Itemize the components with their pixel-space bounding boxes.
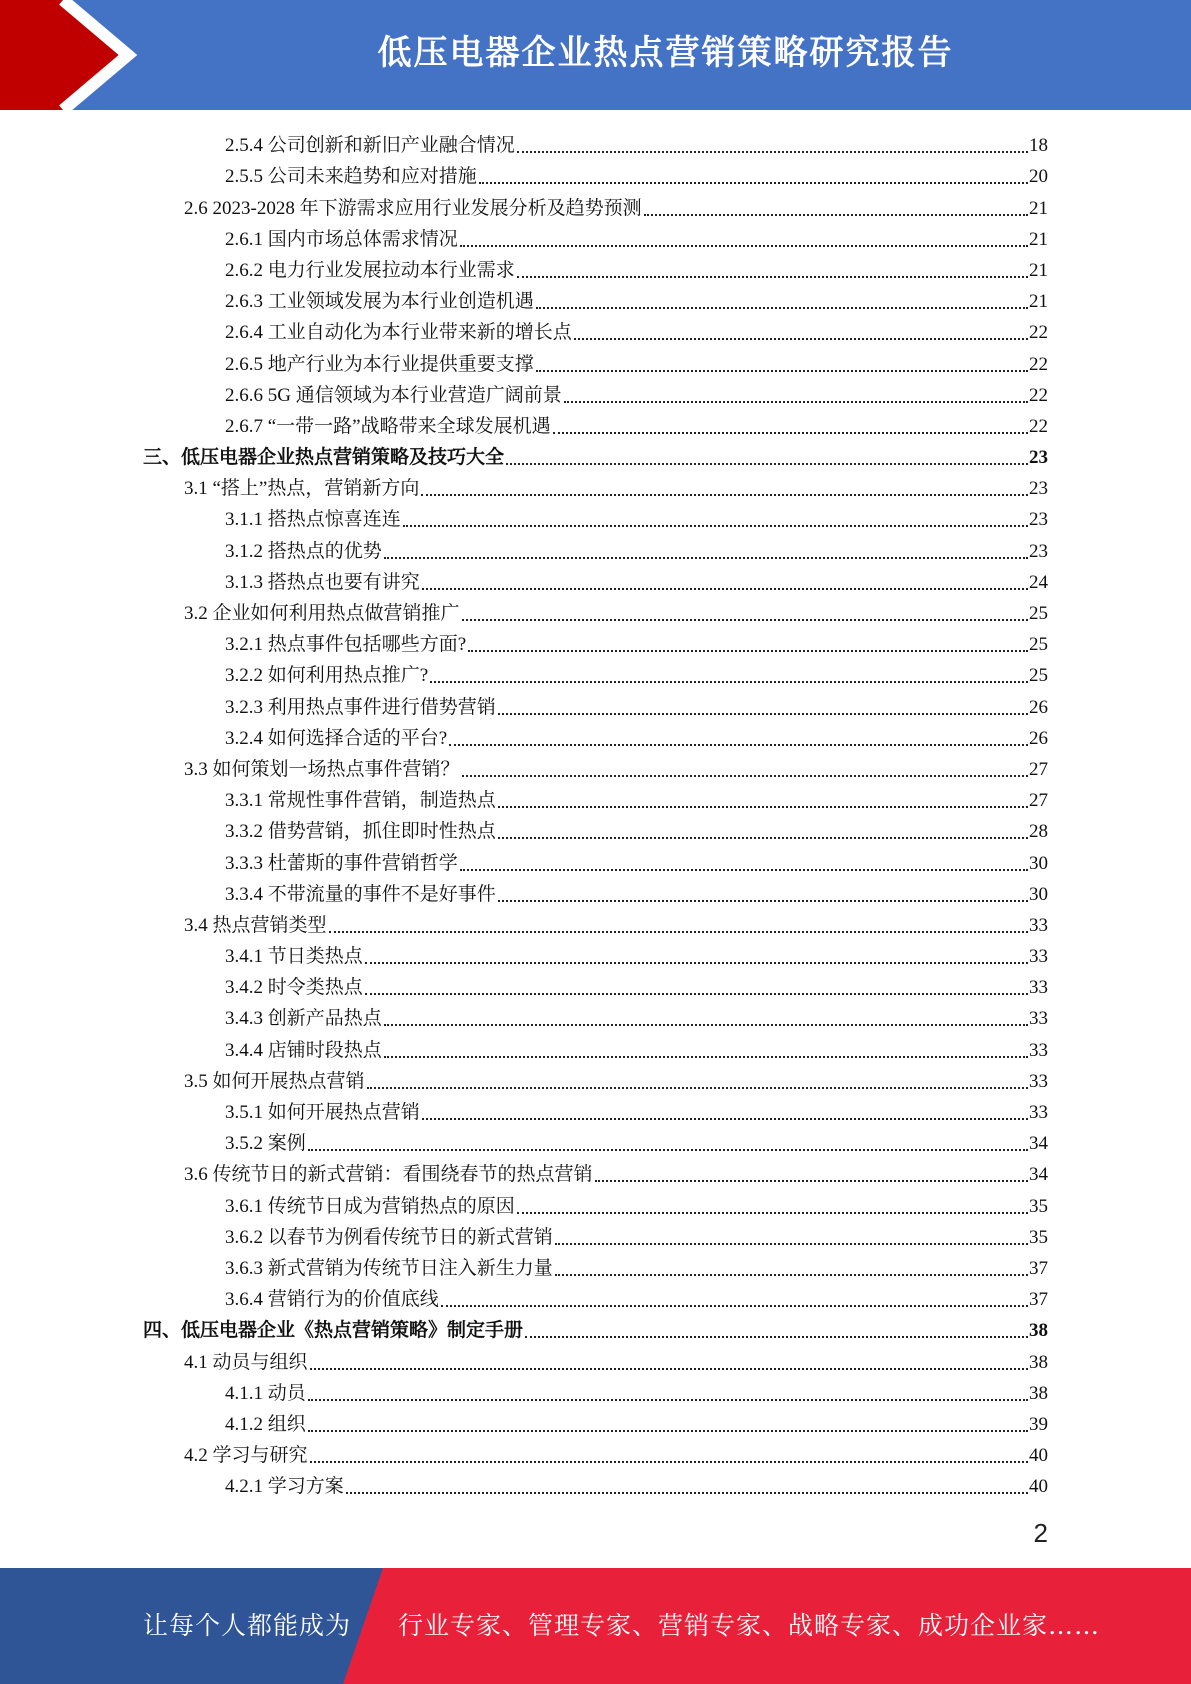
toc-dot-leader xyxy=(441,1305,1028,1307)
toc-entry[interactable] xyxy=(0,1094,1191,1125)
toc-entry[interactable] xyxy=(0,283,1191,314)
toc-entry-title: 3.2.1 热点事件包括哪些方面? xyxy=(225,634,467,656)
toc-dot-leader xyxy=(536,307,1028,309)
toc-entry-title: 2.6.6 5G 通信领域为本行业营造广阔前景 xyxy=(225,384,562,406)
toc-entry-title: 2.6.4 工业自动化为本行业带来新的增长点 xyxy=(225,322,572,344)
toc-entry-title: 3.6.4 营销行为的价值底线 xyxy=(225,1289,439,1311)
toc-entry-title: 3.6.2 以春节为例看传统节日的新式营销 xyxy=(225,1226,553,1248)
toc-dot-leader xyxy=(506,463,1028,465)
toc-entry-page: 23 xyxy=(1029,478,1048,500)
toc-entry[interactable] xyxy=(0,876,1191,907)
toc-entry-title: 2.5.5 公司未来趋势和应对措施 xyxy=(225,166,477,188)
toc-entry[interactable] xyxy=(0,1125,1191,1156)
toc-entry[interactable] xyxy=(0,938,1191,969)
toc-dot-leader xyxy=(498,900,1028,902)
toc-entry[interactable] xyxy=(0,907,1191,938)
toc-entry-page: 38 xyxy=(1029,1351,1048,1373)
toc-entry-title: 4.2.1 学习方案 xyxy=(225,1476,344,1498)
toc-entry[interactable] xyxy=(0,470,1191,501)
toc-dot-leader xyxy=(384,557,1028,559)
toc-entry-title: 2.6.1 国内市场总体需求情况 xyxy=(225,228,458,250)
report-title: 低压电器企业热点营销策略研究报告 xyxy=(377,33,954,73)
toc-entry-page: 33 xyxy=(1029,1070,1048,1092)
toc-entry[interactable] xyxy=(0,1031,1191,1062)
page-footer xyxy=(0,1568,1191,1684)
toc-dot-leader xyxy=(595,1180,1028,1182)
toc-entry-page: 40 xyxy=(1029,1476,1048,1498)
toc-entry-page: 33 xyxy=(1029,1039,1048,1061)
toc-entry-title: 4.1.2 组织 xyxy=(225,1413,306,1435)
toc-entry[interactable] xyxy=(0,1063,1191,1094)
toc-entry-page: 22 xyxy=(1029,384,1048,406)
toc-entry-page: 22 xyxy=(1029,322,1048,344)
toc-dot-leader xyxy=(365,993,1028,995)
toc-entry-page: 18 xyxy=(1029,135,1048,157)
toc-dot-leader xyxy=(403,525,1028,527)
toc-entry-title: 3.3.2 借势营销，抓住即时性热点 xyxy=(225,821,496,843)
toc-entry-title: 2.6 2023-2028 年下游需求应用行业发展分析及趋势预测 xyxy=(184,197,642,219)
toc-entry[interactable] xyxy=(0,189,1191,220)
toc-dot-leader xyxy=(525,1336,1028,1338)
toc-entry[interactable] xyxy=(0,1343,1191,1374)
toc-entry-title: 4.1.1 动员 xyxy=(225,1382,306,1404)
toc-entry-title: 2.5.4 公司创新和新旧产业融合情况 xyxy=(225,135,515,157)
toc-entry-page: 38 xyxy=(1029,1382,1048,1404)
toc-dot-leader xyxy=(468,650,1028,652)
toc-dot-leader xyxy=(462,619,1028,621)
toc-entry-page: 33 xyxy=(1029,946,1048,968)
toc-entry-page: 40 xyxy=(1029,1445,1048,1467)
toc-entry[interactable] xyxy=(0,532,1191,563)
toc-entry[interactable] xyxy=(0,1375,1191,1406)
toc-entry-page: 21 xyxy=(1029,197,1048,219)
toc-entry[interactable] xyxy=(0,1281,1191,1312)
toc-dot-leader xyxy=(517,151,1028,153)
toc-entry-page: 25 xyxy=(1029,603,1048,624)
toc-entry-title: 4.2 学习与研究 xyxy=(184,1445,308,1467)
toc-entry-title: 3.6 传统节日的新式营销：看围绕春节的热点营销 xyxy=(184,1164,593,1186)
toc-entry-title: 2.6.2 电力行业发展拉动本行业需求 xyxy=(225,259,515,281)
toc-dot-leader xyxy=(421,494,1028,496)
toc-dot-leader xyxy=(384,1056,1028,1058)
toc-entry-page: 27 xyxy=(1029,790,1048,812)
toc-entry-title: 3.2.2 如何利用热点推广? xyxy=(225,665,429,687)
toc-entry[interactable] xyxy=(0,1000,1191,1031)
toc-dot-leader xyxy=(564,401,1028,403)
toc-entry-title: 3.2.4 如何选择合适的平台? xyxy=(225,727,448,749)
page-header xyxy=(0,0,1191,110)
toc-dot-leader xyxy=(498,713,1028,715)
footer-slogan-left: 让每个人都能成为 xyxy=(143,1611,352,1640)
toc-entry-page: 33 xyxy=(1029,1008,1048,1030)
toc-entry-page: 23 xyxy=(1029,509,1048,531)
toc-dot-leader xyxy=(310,1368,1028,1370)
toc-entry[interactable] xyxy=(0,1187,1191,1218)
toc-dot-leader xyxy=(308,1149,1028,1151)
toc-entry[interactable] xyxy=(0,1468,1191,1499)
toc-entry-page: 33 xyxy=(1029,1102,1048,1123)
toc-entry-page: 39 xyxy=(1029,1413,1048,1435)
toc-entry-page: 37 xyxy=(1029,1289,1048,1311)
toc-dot-leader xyxy=(430,681,1028,683)
toc-entry-page: 22 xyxy=(1029,415,1048,437)
toc-entry-page: 28 xyxy=(1029,821,1048,843)
toc-entry-title: 三、低压电器企业热点营销策略及技巧大全 xyxy=(143,447,505,469)
toc-entry-title: 3.4.3 创新产品热点 xyxy=(225,1008,382,1030)
toc-dot-leader xyxy=(310,1461,1028,1463)
toc-entry[interactable] xyxy=(0,657,1191,688)
toc-entry-title: 3.3.4 不带流量的事件不是好事件 xyxy=(225,883,496,905)
toc-entry-page: 35 xyxy=(1029,1195,1048,1217)
toc-entry-page: 21 xyxy=(1029,259,1048,281)
header-chevron-decoration xyxy=(0,0,160,110)
toc-entry[interactable] xyxy=(0,252,1191,283)
toc-entry-page: 34 xyxy=(1029,1164,1048,1186)
toc-dot-leader xyxy=(346,1492,1028,1494)
red-chevron-shape xyxy=(0,0,128,110)
toc-dot-leader xyxy=(422,1118,1028,1120)
toc-entry[interactable] xyxy=(0,844,1191,875)
toc-entry-page: 26 xyxy=(1029,696,1048,718)
toc-dot-leader xyxy=(555,1274,1028,1276)
toc-entry[interactable] xyxy=(0,688,1191,719)
toc-entry-page: 21 xyxy=(1029,228,1048,250)
toc-entry-page: 37 xyxy=(1029,1257,1048,1279)
toc-entry[interactable] xyxy=(0,595,1191,626)
toc-entry[interactable] xyxy=(0,1437,1191,1468)
toc-entry-page: 30 xyxy=(1029,883,1048,905)
toc-entry[interactable] xyxy=(0,1156,1191,1187)
toc-dot-leader xyxy=(308,1430,1028,1432)
toc-entry[interactable] xyxy=(0,1406,1191,1437)
table-of-contents xyxy=(0,127,1191,1499)
toc-dot-leader xyxy=(384,1024,1028,1026)
toc-dot-leader xyxy=(460,245,1028,247)
toc-entry-title: 3.4 热点营销类型 xyxy=(184,914,327,936)
toc-dot-leader xyxy=(517,276,1028,278)
toc-entry-title: 3.4.2 时令类热点 xyxy=(225,977,363,999)
toc-entry[interactable] xyxy=(0,969,1191,1000)
toc-entry-title: 四、低压电器企业《热点营销策略》制定手册 xyxy=(143,1320,524,1342)
toc-entry-title: 3.6.3 新式营销为传统节日注入新生力量 xyxy=(225,1257,553,1279)
toc-entry-title: 3.6.1 传统节日成为营销热点的原因 xyxy=(225,1195,515,1217)
toc-entry-page: 30 xyxy=(1029,852,1048,874)
page-number: 2 xyxy=(1033,1518,1048,1548)
toc-entry-title: 3.1.1 搭热点惊喜连连 xyxy=(225,509,401,531)
toc-entry-page: 27 xyxy=(1029,758,1048,780)
toc-entry-title: 3.4.4 店铺时段热点 xyxy=(225,1039,382,1061)
toc-dot-leader xyxy=(517,1212,1028,1214)
toc-entry-page: 21 xyxy=(1029,291,1048,313)
toc-entry[interactable] xyxy=(0,439,1191,470)
toc-entry-title: 3.5 如何开展热点营销 xyxy=(184,1070,365,1092)
toc-entry-page: 38 xyxy=(1029,1320,1048,1342)
toc-dot-leader xyxy=(329,931,1028,933)
toc-entry-title: 3.1 “搭上”热点，营销新方向 xyxy=(184,478,420,500)
toc-entry-title: 3.3 如何策划一场热点事件营销？ xyxy=(184,758,460,780)
toc-entry-title: 3.5.1 如何开展热点营销 xyxy=(225,1102,420,1123)
toc-dot-leader xyxy=(553,432,1028,434)
toc-dot-leader xyxy=(308,1399,1028,1401)
toc-entry-title: 2.6.7 “一带一路”战略带来全球发展机遇 xyxy=(225,415,551,437)
toc-entry-title: 3.3.1 常规性事件营销，制造热点 xyxy=(225,790,496,812)
toc-entry[interactable] xyxy=(0,1312,1191,1343)
toc-dot-leader xyxy=(479,182,1028,184)
toc-entry-page: 23 xyxy=(1029,540,1048,562)
toc-entry-title: 3.3.3 杜蕾斯的事件营销哲学 xyxy=(225,852,458,874)
toc-entry[interactable] xyxy=(0,158,1191,189)
toc-entry-title: 3.1.2 搭热点的优势 xyxy=(225,540,382,562)
toc-entry-page: 20 xyxy=(1029,166,1048,188)
toc-entry[interactable] xyxy=(0,1250,1191,1281)
toc-entry-page: 25 xyxy=(1029,665,1048,687)
toc-entry-page: 26 xyxy=(1029,727,1048,749)
toc-entry-title: 2.6.5 地产行业为本行业提供重要支撑 xyxy=(225,353,534,375)
toc-dot-leader xyxy=(536,370,1028,372)
footer-slogan-right: 行业专家、管理专家、营销专家、战略专家、成功企业家…… xyxy=(398,1611,1101,1640)
toc-dot-leader xyxy=(367,1087,1028,1089)
toc-entry[interactable] xyxy=(0,1219,1191,1250)
toc-entry-page: 24 xyxy=(1029,571,1048,593)
toc-entry-title: 3.1.3 搭热点也要有讲究 xyxy=(225,571,420,593)
toc-entry[interactable] xyxy=(0,720,1191,751)
toc-entry-page: 33 xyxy=(1029,977,1048,999)
toc-entry-page: 33 xyxy=(1029,914,1048,936)
toc-entry-page: 35 xyxy=(1029,1226,1048,1248)
toc-dot-leader xyxy=(462,775,1028,777)
toc-entry[interactable] xyxy=(0,626,1191,657)
toc-entry-page: 34 xyxy=(1029,1133,1048,1155)
toc-dot-leader xyxy=(460,869,1028,871)
toc-entry[interactable] xyxy=(0,564,1191,595)
toc-entry[interactable] xyxy=(0,408,1191,439)
toc-dot-leader xyxy=(422,588,1028,590)
toc-entry-title: 4.1 动员与组织 xyxy=(184,1351,308,1373)
toc-dot-leader xyxy=(574,338,1028,340)
toc-entry[interactable] xyxy=(0,377,1191,408)
toc-entry-title: 2.6.3 工业领域发展为本行业创造机遇 xyxy=(225,291,534,313)
toc-entry[interactable] xyxy=(0,345,1191,376)
toc-entry[interactable] xyxy=(0,221,1191,252)
toc-dot-leader xyxy=(644,214,1028,216)
toc-entry[interactable] xyxy=(0,782,1191,813)
toc-entry-page: 23 xyxy=(1029,447,1048,469)
toc-dot-leader xyxy=(498,837,1028,839)
toc-entry[interactable] xyxy=(0,314,1191,345)
toc-entry-title: 3.4.1 节日类热点 xyxy=(225,946,363,968)
toc-entry[interactable] xyxy=(0,751,1191,782)
toc-entry[interactable] xyxy=(0,501,1191,532)
toc-entry-page: 25 xyxy=(1029,634,1048,656)
toc-entry[interactable] xyxy=(0,127,1191,158)
toc-entry-title: 3.5.2 案例 xyxy=(225,1133,306,1155)
toc-entry[interactable] xyxy=(0,813,1191,844)
toc-dot-leader xyxy=(555,1243,1028,1245)
toc-entry-title: 3.2 企业如何利用热点做营销推广 xyxy=(184,603,460,624)
toc-dot-leader xyxy=(498,806,1028,808)
toc-dot-leader xyxy=(449,744,1028,746)
toc-entry-title: 3.2.3 利用热点事件进行借势营销 xyxy=(225,696,496,718)
toc-entry-page: 22 xyxy=(1029,353,1048,375)
toc-dot-leader xyxy=(365,962,1028,964)
